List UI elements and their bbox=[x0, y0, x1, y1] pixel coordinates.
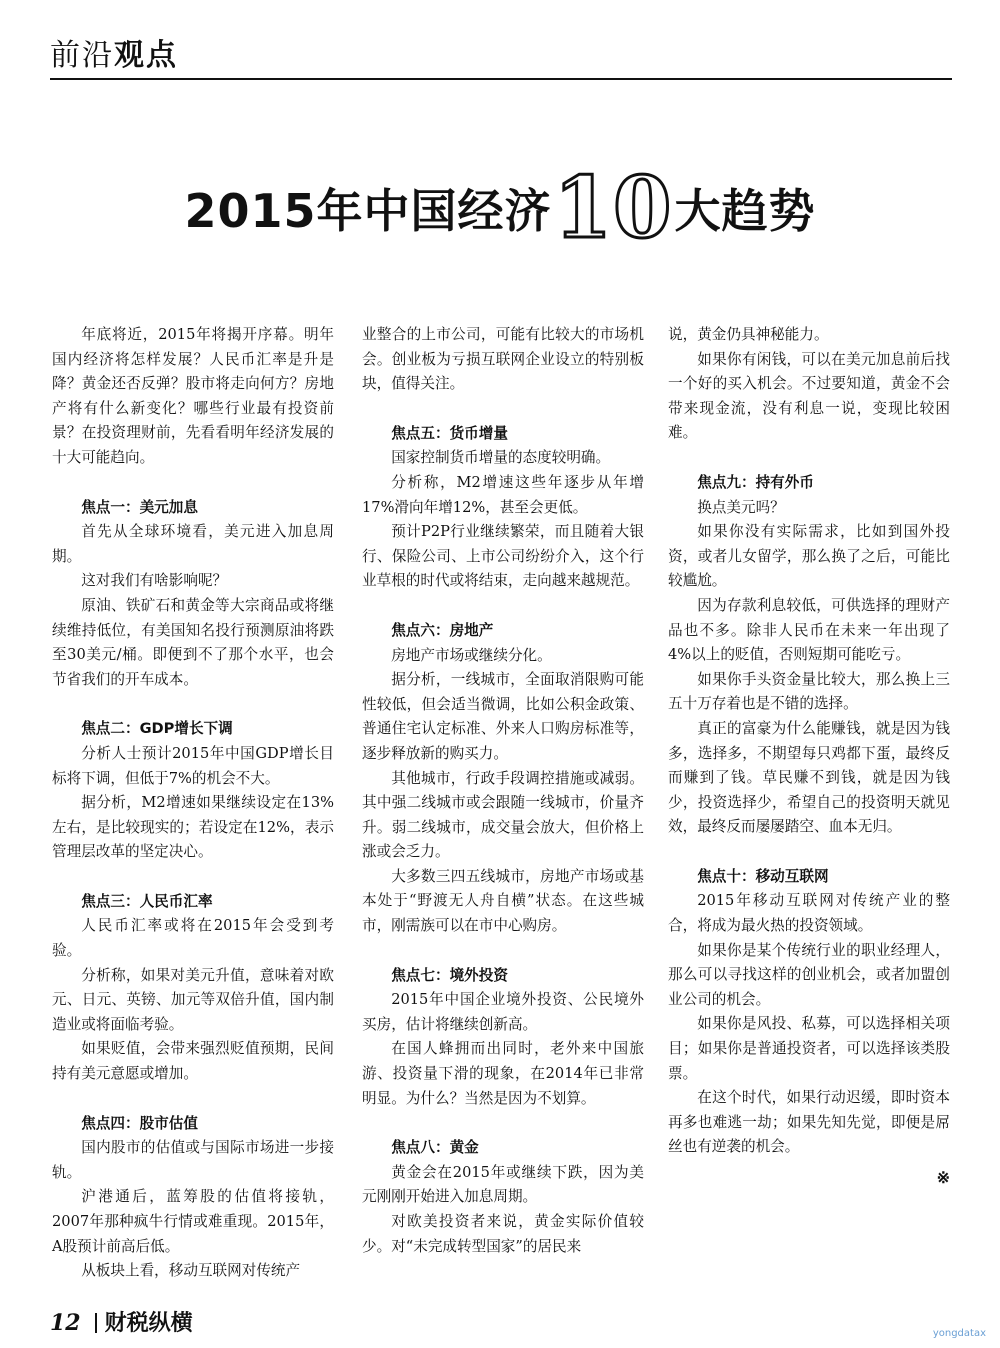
paragraph: 沪港通后，蓝筹股的估值将接轨，2007年那种疯牛行情或难重现。2015年，A股预计前高后低。 bbox=[52, 1188, 334, 1255]
paragraph: 国家控制货币增量的态度较明确。 bbox=[391, 449, 611, 467]
focus-4-heading: 焦点四：股市估值 bbox=[81, 1114, 198, 1132]
page-title bbox=[0, 158, 1000, 257]
article-column-3 bbox=[668, 323, 950, 1191]
paragraph: 如果你是某个传统行业的职业经理人，那么可以寻找这样的创业机会，或者加盟创业公司的机会。 bbox=[668, 941, 950, 1008]
paragraph: 据分析，一线城市，全面取消限购可能性较低，但会适当微调，比如公积金政策、普通住宅认定标准、外来人口购房标准等，逐步释放新的购买力。 bbox=[362, 671, 644, 762]
focus-5-heading: 焦点五：货币增量 bbox=[391, 424, 508, 442]
page-footer bbox=[50, 1306, 193, 1337]
paragraph: 如果贬值，会带来强烈贬值预期，民间持有美元意愿或增加。 bbox=[52, 1040, 334, 1083]
footer-divider bbox=[95, 1313, 97, 1333]
paragraph: 分析称，如果对美元升值，意味着对欧元、日元、英镑、加元等双倍升值，国内制造业或将面临考验。 bbox=[52, 966, 334, 1033]
section-label-bold: 观点 bbox=[114, 38, 178, 73]
section-label bbox=[50, 30, 178, 74]
paragraph: 分析人士预计2015年中国GDP增长目标将下调，但低于7%的机会不大。 bbox=[52, 744, 334, 787]
paragraph: 真正的富豪为什么能赚钱，就是因为钱多，选择多，不期望每只鸡都下蛋，最终反而赚到了钱。草民赚不到钱，就是因为钱少，投资选择少，希望自己的投资明天就见效，最终反而屡屡踏空、血本无归。 bbox=[668, 719, 950, 836]
title-after: 大趋势 bbox=[674, 184, 816, 238]
paragraph: 预计P2P行业继续繁荣，而且随着大银行、保险公司、上市公司纷纷介入，这个行业草根的时代或将结束，走向越来越规范。 bbox=[362, 523, 644, 590]
focus-6-heading: 焦点六：房地产 bbox=[391, 621, 494, 639]
paragraph: 这对我们有啥影响呢？ bbox=[81, 572, 228, 590]
paragraph: 分析称，M2增速这些年逐步从年增17%滑向年增12%，甚至会更低。 bbox=[362, 473, 644, 516]
paragraph: 其他城市，行政手段调控措施或减弱。其中强二线城市或会跟随一线城市，价量齐升。弱二线城市，成交量会放大，但价格上涨或会乏力。 bbox=[362, 769, 644, 861]
paragraph: 说，黄金仍具神秘能力。 bbox=[668, 326, 829, 343]
title-number: 10 bbox=[553, 158, 673, 257]
intro-paragraph: 年底将近，2015年将揭开序幕。明年国内经济将怎样发展？人民币汇率是升是降？黄金还否反弹？股市将走向何方？房地产将有什么新变化？哪些行业最有投资前景？在投资理财前，先看看明年经济发展的十大可能趋向。 bbox=[52, 326, 334, 466]
focus-8-heading: 焦点八：黄金 bbox=[391, 1139, 479, 1157]
paragraph: 国内股市的估值或与国际市场进一步接轨。 bbox=[52, 1139, 334, 1181]
article-column-1 bbox=[52, 323, 334, 1284]
focus-2-heading: 焦点二：GDP增长下调 bbox=[81, 720, 233, 738]
paragraph: 对欧美投资者来说，黄金实际价值较少。对“未完成转型国家”的居民来 bbox=[362, 1213, 644, 1255]
paragraph: 人民币汇率或将在2015年会受到考验。 bbox=[52, 917, 334, 960]
title-before: 2015年中国经济 bbox=[184, 184, 552, 238]
paragraph: 如果你手头资金量比较大，那么换上三五十万存着也是不错的选择。 bbox=[668, 670, 950, 713]
focus-9-heading: 焦点九：持有外币 bbox=[697, 473, 814, 491]
paragraph: 据分析，M2增速如果继续设定在13%左右，是比较现实的；若设定在12%，表示管理层改革的坚定决心。 bbox=[52, 794, 334, 861]
paragraph: 如果你是风投、私募，可以选择相关项目；如果你是普通投资者，可以选择该类股票。 bbox=[668, 1015, 950, 1082]
paragraph: 原油、铁矿石和黄金等大宗商品或将继续维持低位，有美国知名投行预测原油将跌至30美元/桶。即便到不了那个水平，也会节省我们的开车成本。 bbox=[52, 596, 334, 688]
focus-1-heading: 焦点一：美元加息 bbox=[81, 498, 198, 516]
page-number: 12 bbox=[50, 1310, 81, 1336]
paragraph: 大多数三四五线城市，房地产市场或基本处于“野渡无人舟自横”状态。在这些城市，刚需族可以在市中心购房。 bbox=[362, 867, 644, 935]
paragraph: 在这个时代，如果行动迟缓，即时资本再多也难逃一劫；如果先知先觉，即便是屌丝也有逆袭的机会。 bbox=[668, 1089, 950, 1156]
paragraph: 首先从全球环境看，美元进入加息周期。 bbox=[52, 523, 334, 565]
end-mark: ※ bbox=[936, 1168, 950, 1187]
header-rule bbox=[50, 78, 952, 80]
paragraph: 在国人蜂拥而出同时，老外来中国旅游、投资量下滑的现象，在2014年已非常明显。为什么？当然是因为不划算。 bbox=[362, 1040, 644, 1107]
paragraph: 换点美元吗？ bbox=[697, 498, 785, 516]
paragraph: 如果你有闲钱，可以在美元加息前后找一个好的买入机会。不过要知道，黄金不会带来现金流，没有利息一说，变现比较困难。 bbox=[668, 350, 950, 442]
focus-10-heading: 焦点十：移动互联网 bbox=[697, 867, 829, 885]
section-label-light: 前沿 bbox=[50, 38, 114, 73]
paragraph: 从板块上看，移动互联网对传统产 bbox=[81, 1262, 301, 1280]
focus-3-heading: 焦点三：人民币汇率 bbox=[81, 892, 213, 910]
magazine-name: 财税纵横 bbox=[104, 1311, 193, 1336]
paragraph: 业整合的上市公司，可能有比较大的市场机会。创业板为亏损互联网企业设立的特别板块，值得关注。 bbox=[362, 326, 644, 393]
paragraph: 黄金会在2015年或继续下跌，因为美元刚刚开始进入加息周期。 bbox=[362, 1163, 644, 1206]
paragraph: 房地产市场或继续分化。 bbox=[391, 646, 552, 664]
watermark: yongdatax bbox=[932, 1328, 986, 1339]
paragraph: 2015年移动互联网对传统产业的整合，将成为最火热的投资领域。 bbox=[668, 892, 950, 935]
paragraph: 因为存款利息较低，可供选择的理财产品也不多。除非人民币在未来一年出现了4%以上的贬值，否则短期可能吃亏。 bbox=[668, 596, 950, 664]
focus-7-heading: 焦点七：境外投资 bbox=[391, 966, 508, 984]
paragraph: 如果你没有实际需求，比如到国外投资，或者儿女留学，那么换了之后，可能比较尴尬。 bbox=[668, 523, 950, 590]
article-column-2 bbox=[362, 323, 644, 1259]
paragraph: 2015年中国企业境外投资、公民境外买房，估计将继续创新高。 bbox=[362, 991, 644, 1033]
